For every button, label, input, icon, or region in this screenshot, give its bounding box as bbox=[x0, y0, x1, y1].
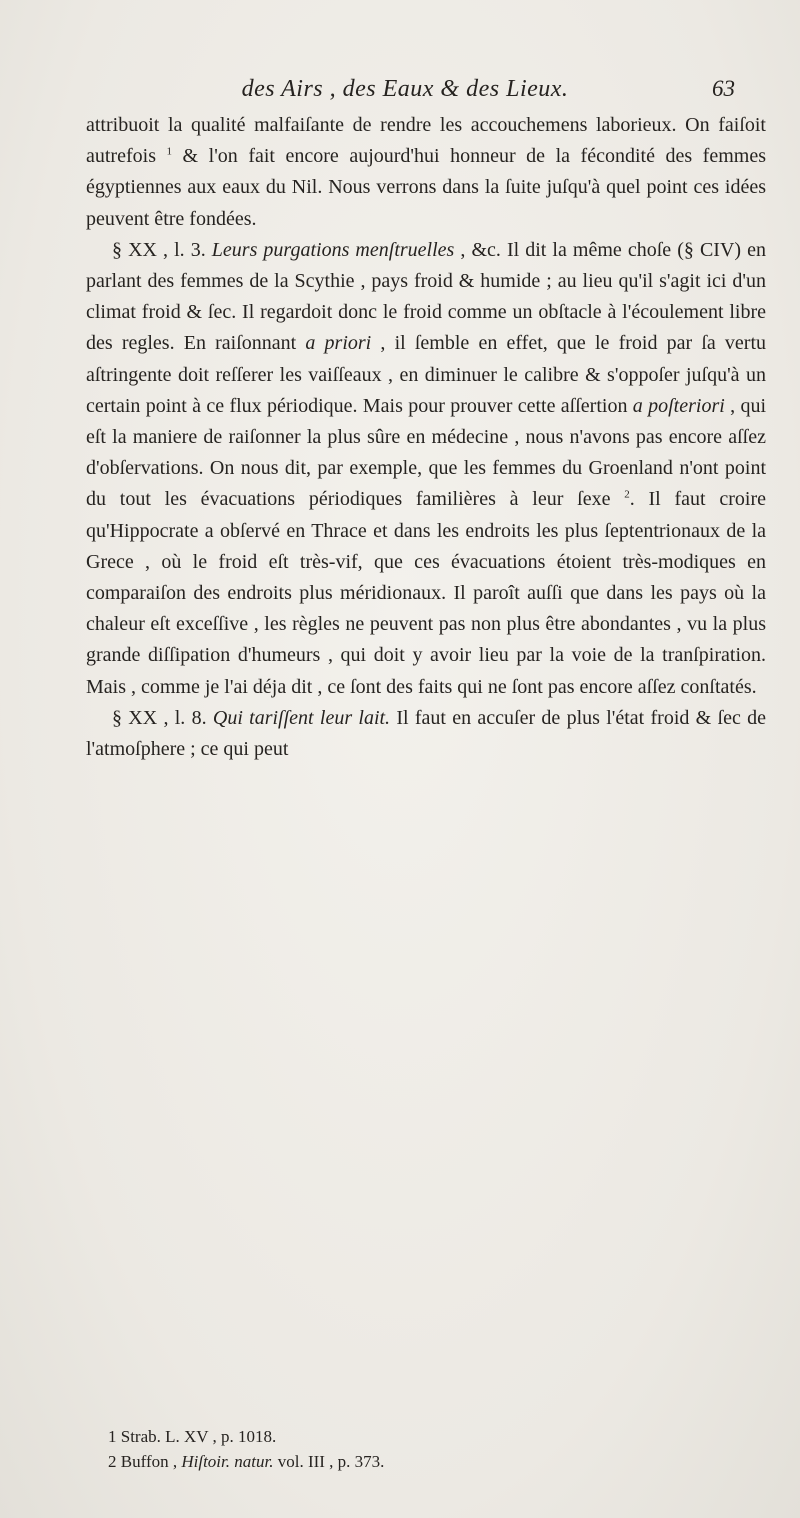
paragraph-3 bbox=[86, 703, 766, 765]
latin-term: a priori bbox=[305, 332, 372, 355]
text-segment: , il ſemble en effet, que le froid par ſa vertu aſtringente doit reſſerer les vaiſſeaux , en diminuer le calibre & s'oppoſer juſqu'à un certain point à ce flux périodique. Mais pour prouver cette aſſertion bbox=[86, 332, 767, 417]
text-segment: attribuoit la qualité malfaiſante de rendre les accouchemens laborieux. On faiſoit autrefois bbox=[86, 114, 766, 168]
text-segment: Il faut en accuſer de plus l'état froid & ſec de l'atmoſphere ; ce qui peut bbox=[86, 706, 766, 761]
footnote-2 bbox=[108, 1449, 708, 1474]
footnote-number: 1 bbox=[108, 1427, 117, 1446]
running-title: des Airs , des Eaux & des Lieux. bbox=[241, 76, 569, 102]
footnotes bbox=[108, 1424, 708, 1474]
section-reference: § XX , l. 8. bbox=[112, 706, 213, 729]
footnote-1 bbox=[108, 1424, 708, 1449]
text-segment: , &c. Il dit la même choſe (§ CIV) en parlant des femmes de la Scythie , pays froid & humide ; au lieu qu'il s'agit ici d'un climat froid & ſec. Il regardoit donc le froid comme un obſtacle à l'écoulement libre des regles. En raiſonnant bbox=[86, 238, 767, 355]
text-segment: . Il faut croire qu'Hippocrate a obſervé en Thrace et dans les endroits les plus ſeptentrionaux de la Grece , où le froid eſt très-vif, que ces évacuations étoient très-modiques en comparaiſon des endroits plus méridionaux. Il paroît auſſi que dans les pays où la chaleur eſt exceſſive , les règles ne peuvent pas non plus être abondantes , vu la plus grande diſſipation d'humeurs , qui doit y avoir lieu par la voie de la tranſpiration. Mais , comme je l'ai déja dit , ce ſont des faits qui ne ſont pas encore aſſez conſtatés. bbox=[86, 488, 766, 698]
text-segment: , qui eſt la maniere de raiſonner la plus sûre en médecine , nous n'avons pas encore aſſez d'obſervations. On nous dit, par exemple, que les femmes du Groenland n'ont point du tout les évacuations périodiques familières à leur ſexe bbox=[86, 394, 767, 511]
footnote-marker-2: 2 bbox=[624, 488, 630, 501]
paragraph-2 bbox=[86, 235, 766, 703]
footnote-text: Strab. L. XV , p. 1018. bbox=[120, 1427, 277, 1446]
footnote-text: Buffon , bbox=[120, 1452, 182, 1471]
lemma-title: Qui tariſſent leur lait. bbox=[212, 706, 391, 729]
page-number: 63 bbox=[712, 76, 735, 101]
footnote-title: Hiſtoir. natur. bbox=[181, 1452, 274, 1471]
section-reference: § XX , l. 3. bbox=[112, 238, 212, 261]
text-segment: & l'on fait encore aujourd'hui honneur de la fécondité des femmes égyptiennes aux eaux du Nil. Nous verrons dans la ſuite juſqu'à quel point ces idées peuvent être fondées. bbox=[86, 145, 766, 230]
latin-term: a poſteriori bbox=[632, 394, 725, 417]
footnote-marker-1: 1 bbox=[166, 145, 173, 158]
footnote-text: vol. III , p. 373. bbox=[273, 1452, 385, 1471]
footnote-number: 2 bbox=[108, 1452, 117, 1471]
lemma-title: Leurs purgations menſtruelles bbox=[211, 238, 455, 261]
main-text bbox=[86, 110, 766, 765]
paragraph-1 bbox=[86, 110, 766, 235]
